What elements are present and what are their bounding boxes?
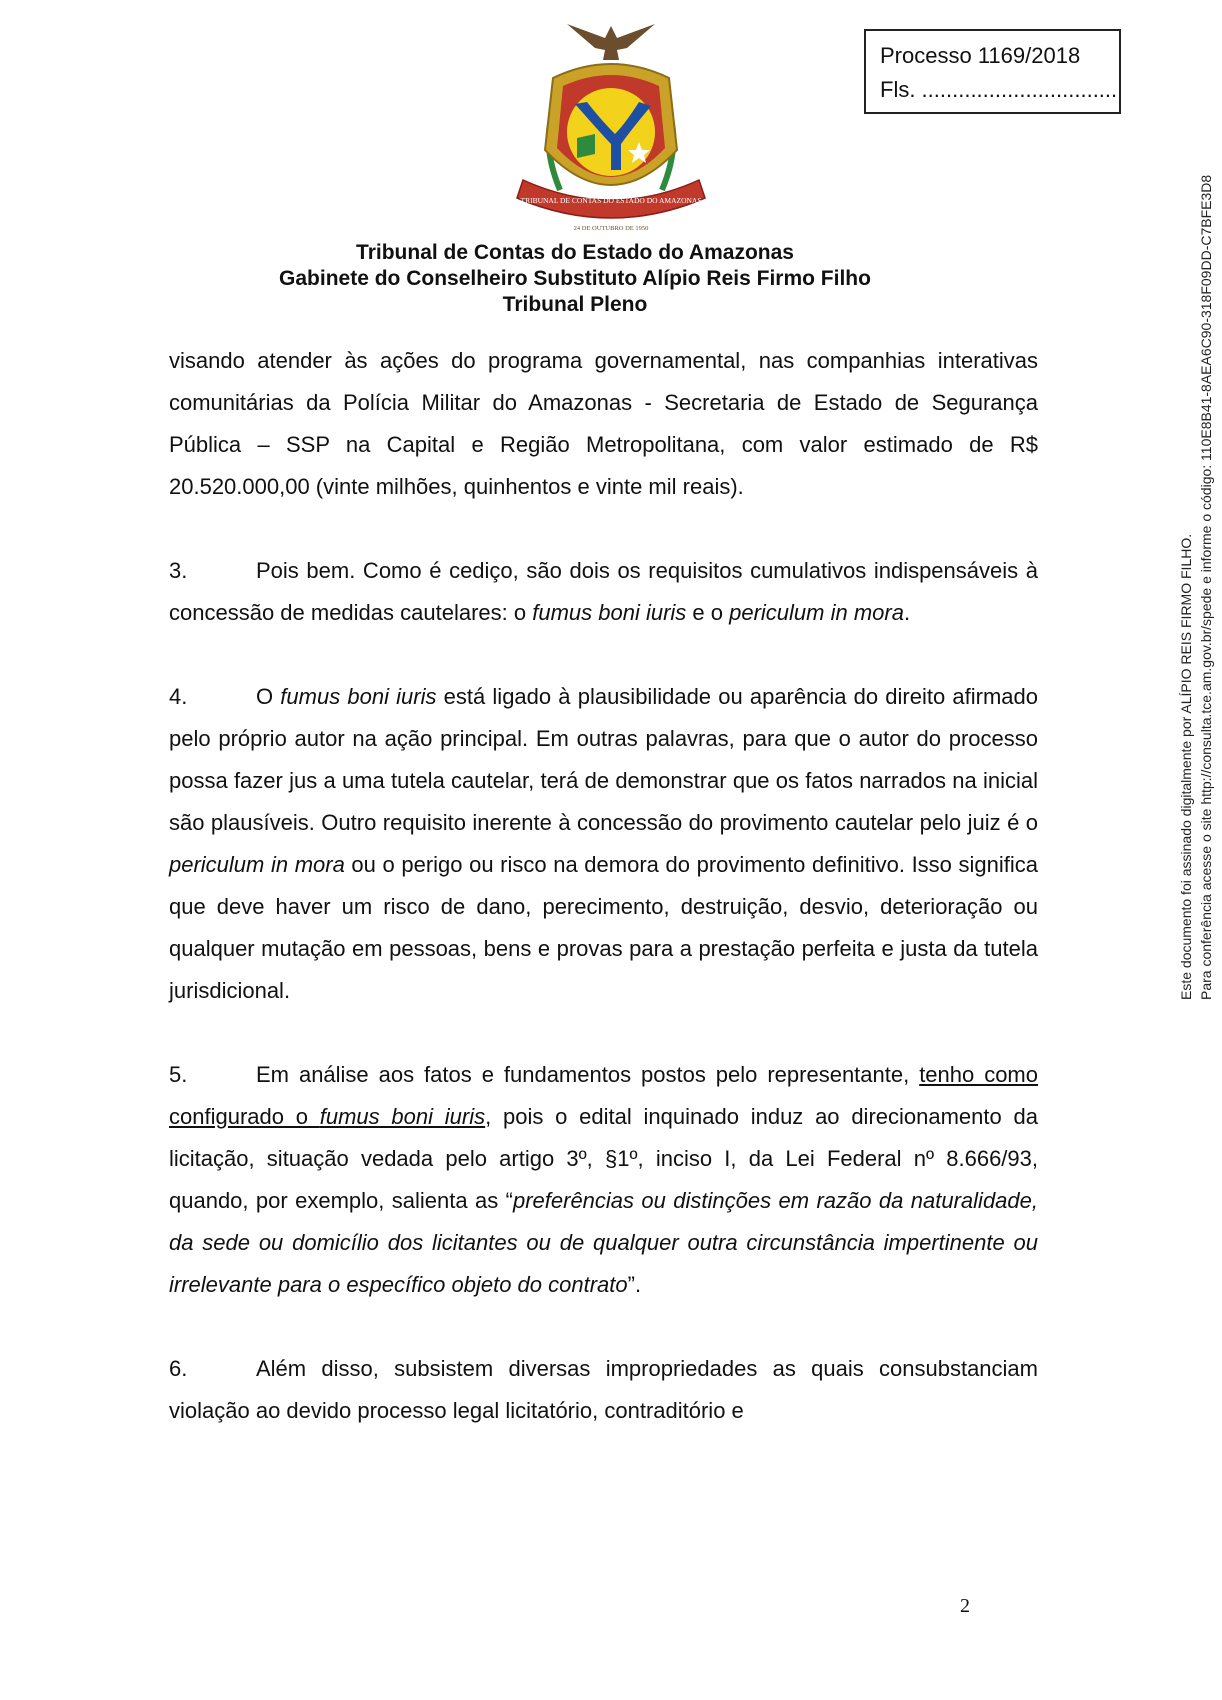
italic-term: fumus boni iuris (280, 684, 437, 709)
process-number-box (864, 29, 1121, 114)
paragraph-text: Em análise aos fatos e fundamentos postos pelo representante, (256, 1062, 920, 1087)
header-line-office: Gabinete do Conselheiro Substituto Alípio Reis Firmo Filho (279, 267, 871, 290)
italic-quote: preferências ou distinções em razão da naturalidade, da sede ou domicílio dos licitantes ou de qualquer outra circunstância impertinente ou irrelevante para o específico objeto do contrato (169, 1188, 1038, 1297)
process-number: Processo 1169/2018 (880, 43, 1081, 68)
paragraph-number: 6. (169, 1356, 188, 1381)
header-line-court: Tribunal de Contas do Estado do Amazonas (356, 241, 794, 264)
paragraph-4 (169, 676, 1038, 1012)
coat-of-arms-seal-icon (505, 20, 717, 242)
paragraph-6 (169, 1348, 1038, 1432)
paragraph-text: . (903, 600, 911, 625)
italic-term: periculum in mora (169, 852, 345, 877)
paragraph-text: e o (686, 600, 730, 625)
paragraph-number: 5. (169, 1062, 188, 1087)
paragraph-text: O (256, 684, 281, 709)
italic-term: fumus boni iuris (532, 600, 687, 625)
underlined-text: tenho como configurado o (169, 1062, 1038, 1129)
underlined-italic-term: fumus boni iuris (319, 1104, 486, 1129)
signature-note-line-2: Para conferência acesse o site http://consulta.tce.am.gov.br/spede e informe o código: 110E8B41-8AEA6C90-318F09DD-C7BFE3D8 (1198, 174, 1214, 1000)
paragraph-text: ”. (627, 1272, 642, 1297)
paragraph-text: , pois o edital inquinado induz ao direcionamento da licitação, situação vedada pelo artigo 3º, §1º, inciso I, da Lei Federal nº 8.666/93, quando, por exemplo, salienta as “ (169, 1104, 1038, 1213)
seal-date-text: 24 DE OUTUBRO DE 1950 (573, 225, 649, 232)
paragraph-number: 4. (169, 684, 188, 709)
seal-ribbon-text: TRIBUNAL DE CONTAS DO ESTADO DO AMAZONAS (520, 196, 702, 205)
document-header (0, 240, 1150, 318)
document-body (169, 340, 1038, 1432)
paragraph-continuation: visando atender às ações do programa governamental, nas companhias interativas comunitárias da Polícia Militar do Amazonas - Secretaria de Estado de Segurança Pública – SSP na Capital e Região Metropolitana, com valor estimado de R$ 20.520.000,00 (vinte milhões, quinhentos e vinte mil reais). (169, 348, 1038, 499)
paragraph-3 (169, 550, 1038, 634)
italic-term: periculum in mora (729, 600, 904, 625)
paragraph-text: está ligado à plausibilidade ou aparência do direito afirmado pelo próprio autor na ação principal. Em outras palavras, para que o autor do processo possa fazer jus a uma tutela cautelar, terá de demonstrar que os fatos narrados na inicial são plausíveis. Outro requisito inerente à concessão do provimento cautelar pelo juiz é o (169, 684, 1038, 835)
paragraph-text: Pois bem. Como é cediço, são dois os requisitos cumulativos indispensáveis à concessão de medidas cautelares: o (169, 558, 1038, 625)
paragraph-5 (169, 1054, 1038, 1306)
folio-line: Fls. ................................ (880, 77, 1118, 102)
header-line-plenary: Tribunal Pleno (502, 293, 648, 316)
paragraph-text: Além disso, subsistem diversas impropriedades as quais consubstanciam violação ao devido processo legal licitatório, contraditório e (169, 1356, 1038, 1423)
paragraph-number: 3. (169, 558, 188, 583)
signature-note-line-1: Este documento foi assinado digitalmente por ALÍPIO REIS FIRMO FILHO. (1178, 533, 1194, 1000)
page-number: 2 (960, 1595, 970, 1617)
paragraph-text: ou o perigo ou risco na demora do provimento definitivo. Isso significa que deve haver um risco de dano, perecimento, destruição, desvio, deterioração ou qualquer mutação em pessoas, bens e provas para a prestação perfeita e justa da tutela jurisdicional. (169, 852, 1038, 1003)
